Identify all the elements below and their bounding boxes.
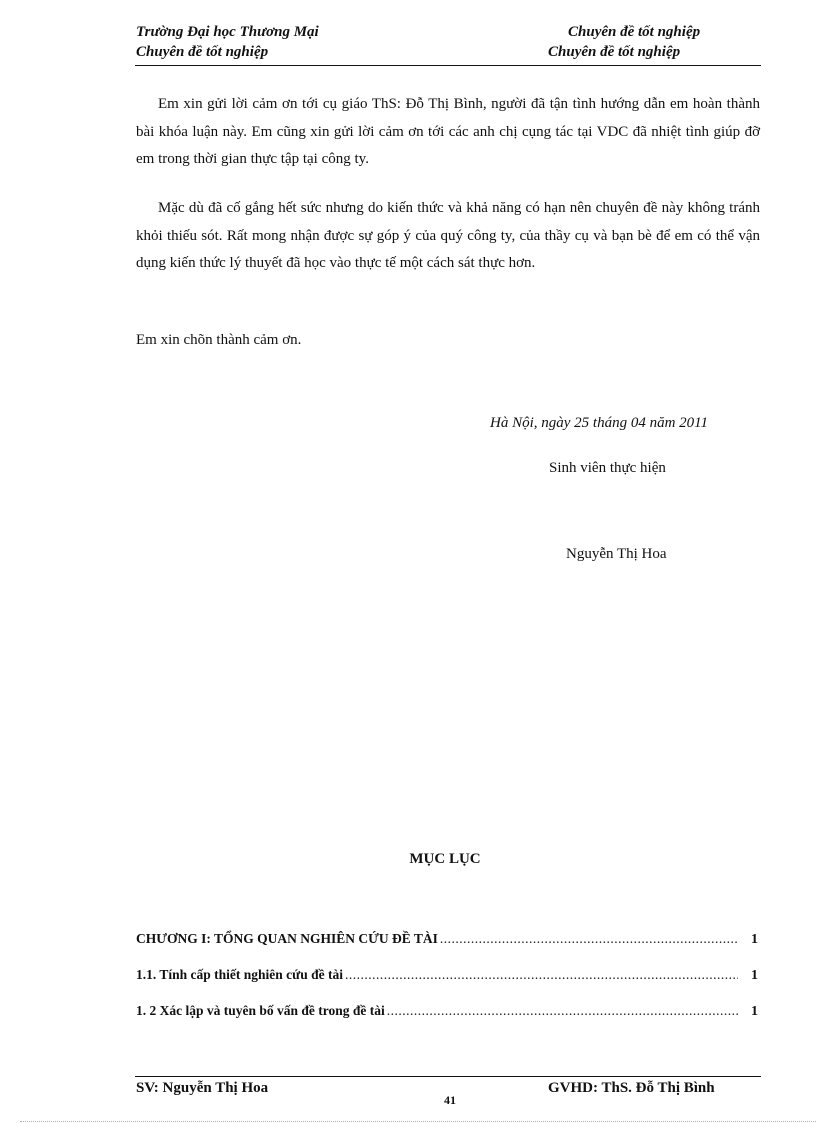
paragraph-thanks [136,91,760,174]
toc-item-page: 1 [751,1004,758,1019]
place-date: Hà Nội, ngày 25 tháng 04 năm 2011 [490,415,709,431]
toc-item-page: 1 [751,932,758,947]
paragraph-2: Mặc dù đã cố gắng hết sức nhưng do kiến thức và khả năng có hạn nên chuyên đề này không tránh khỏi thiếu sót. Rất mong nhận được sự góp ý của quý công ty, của thầy cụ và bạn bè để em có thể vận dụng kiến thức lý thuyết đã học vào thực tế một cách sát thực hơn. [136,200,760,271]
paragraph-apology [136,195,760,278]
footer-advisor: GVHD: ThS. Đỗ Thị Bình [548,1080,715,1096]
signature-role: Sinh viên thực hiện [549,460,666,476]
paragraph-closing [136,327,760,355]
toc-item-label: 1. 2 Xác lập và tuyên bố vấn đề trong đề tài [136,1003,385,1018]
header-rule [135,65,761,66]
toc-leader-dots [345,967,738,983]
toc-item[interactable] [136,931,758,948]
toc-item-label: 1.1. Tính cấp thiết nghiên cứu đề tài [136,967,344,982]
toc-item-label: CHƯƠNG I: TỔNG QUAN NGHIÊN CỨU ĐỀ TÀI [136,931,438,946]
toc-leader-dots [440,931,738,947]
closing-line: Em xin chõn thành cảm ơn. [136,332,302,348]
toc-item[interactable] [136,1003,758,1020]
header-right-subtitle: Chuyên đề tốt nghiệp [548,44,681,60]
header-left-subtitle: Chuyên đề tốt nghiệp [136,44,269,60]
page-bottom-edge [20,1121,816,1122]
toc-leader-dots [387,1003,738,1019]
footer-student: SV: Nguyễn Thị Hoa [136,1080,269,1096]
footer-rule [135,1076,761,1077]
paragraph-1: Em xin gửi lời cảm ơn tới cụ giáo ThS: Đỗ Thị Bình, người đã tận tình hướng dẫn em hoàn thành bài khóa luận này. Em cũng xin gửi lời cảm ơn tới các anh chị cụng tác tại VDC đã nhiệt tình giúp đỡ em trong thời gian thực tập tại công ty. [136,96,760,167]
header-school: Trường Đại học Thương Mại [136,24,319,40]
toc-item[interactable] [136,967,758,984]
toc-title: MỤC LỤC [409,851,481,867]
toc-item-page: 1 [751,968,758,983]
page-number: 41 [444,1093,456,1107]
signature-name: Nguyễn Thị Hoa [566,546,667,562]
header-right-title: Chuyên đề tốt nghiệp [568,24,701,40]
